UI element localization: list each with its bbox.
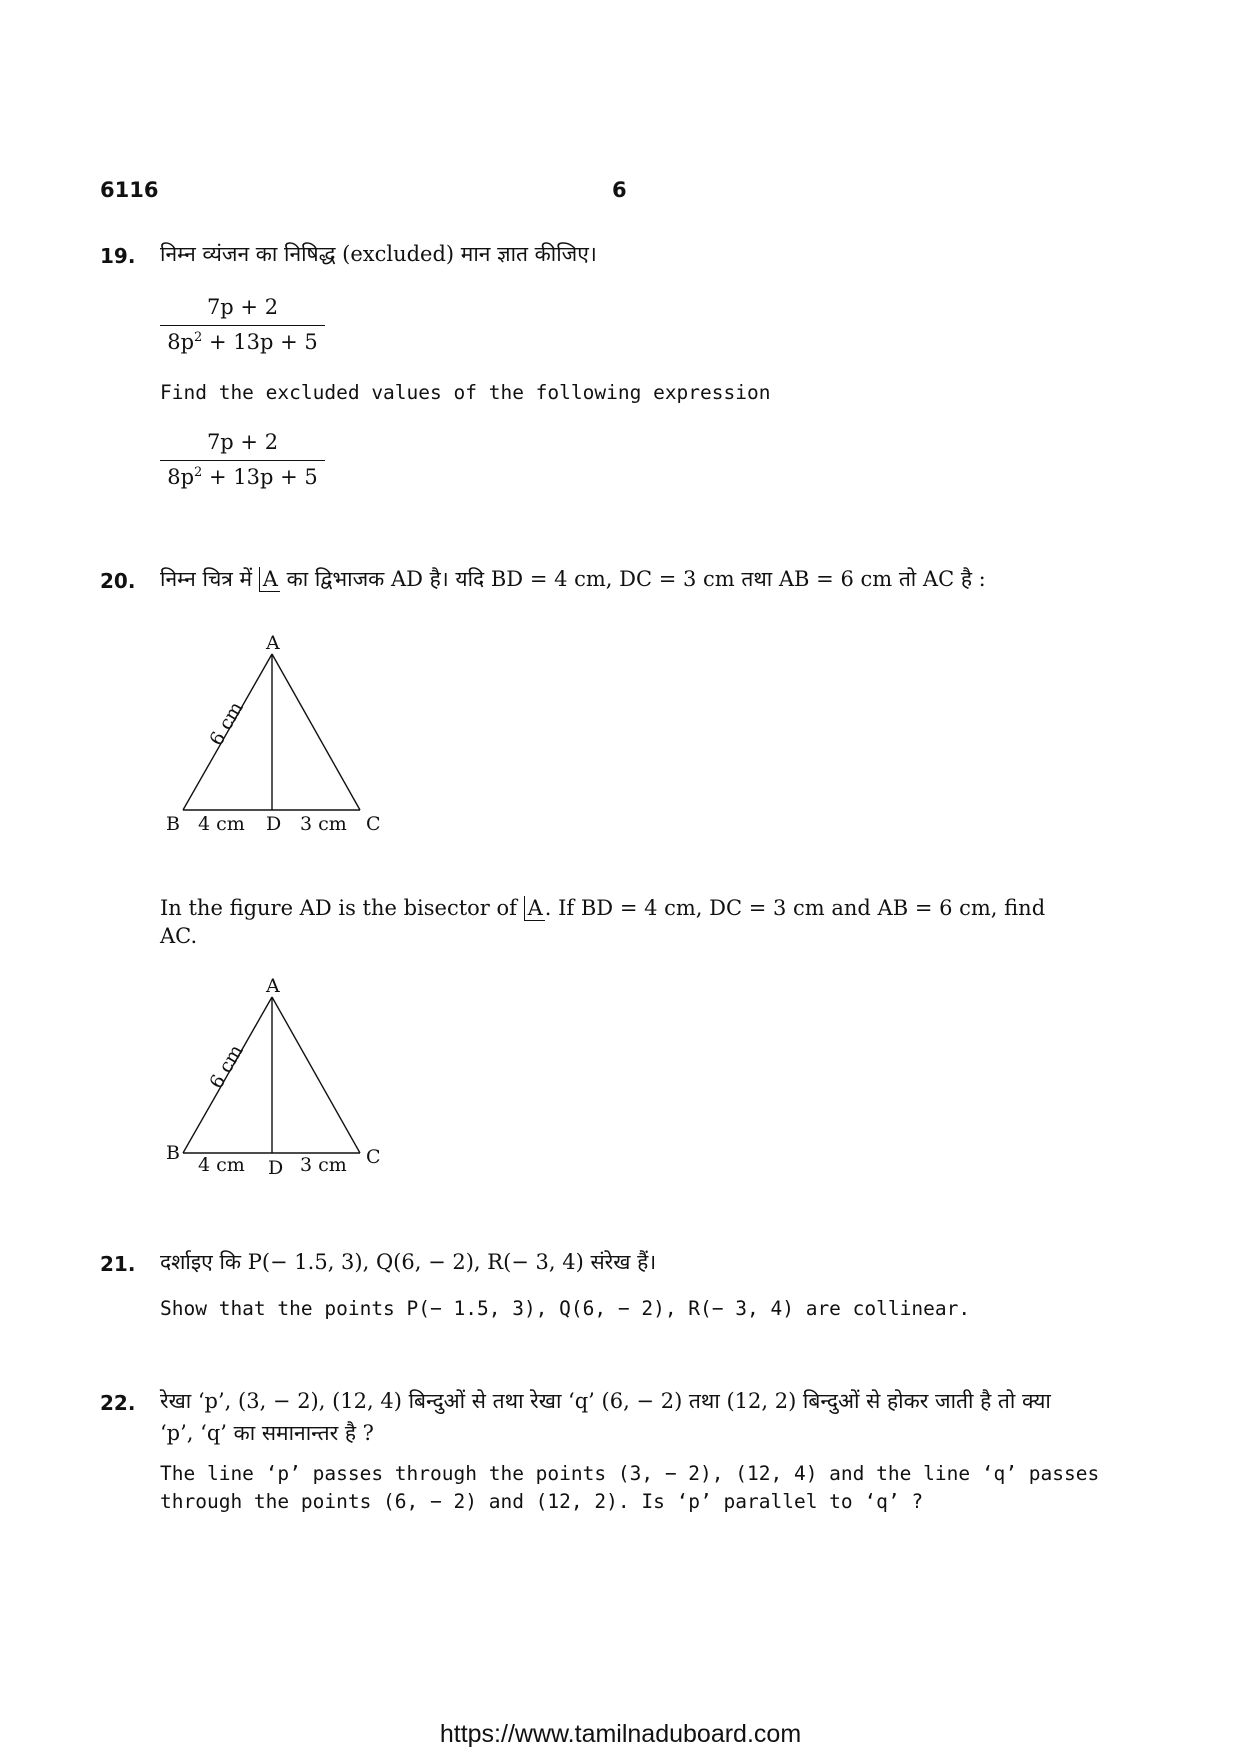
label-dc-length: 3 cm [300,813,347,835]
question-22-english-line2: through the points (6, − 2) and (12, 2). Is ‘p’ parallel to ‘q’ ? [160,1490,924,1513]
angle-symbol: A [524,896,545,921]
question-22-number: 22. [100,1391,136,1415]
fraction-denominator: $8p^2 + 13p + 5$ [167,330,318,354]
label-d: D [266,813,282,835]
question-22-hindi-line2: ‘p’, ‘q’ का समानान्तर है ? [160,1421,374,1445]
paper-code: 6116 [100,178,159,202]
label-dc-length: 3 cm [300,1154,347,1176]
question-20-number: 20. [100,569,136,593]
question-20-english-line2: AC. [160,924,198,948]
question-19-english: Find the excluded values of the following expression [160,381,771,404]
question-22-english-line1: The line ‘p’ passes through the points (3, − 2), (12, 4) and the line ‘q’ passes [160,1462,1100,1485]
fraction-numerator: 7p + 2 [160,430,325,461]
fraction-denominator: $8p^2 + 13p + 5$ [167,465,318,489]
angle-symbol: A [259,567,280,592]
side-ac [272,654,360,810]
question-19-number: 19. [100,244,136,268]
fraction-numerator: 7p + 2 [160,295,325,326]
page-number: 6 [612,178,627,202]
triangle-figure-english [160,973,400,1183]
question-19-hindi: निम्न व्यंजन का निषिद्ध (excluded) मान ज्ञात कीजिए। [160,242,597,266]
label-bd-length: 4 cm [198,813,245,835]
question-21-english: Show that the points P(− 1.5, 3), Q(6, − 2), R(− 3, 4) are collinear. [160,1297,971,1320]
label-b: B [166,1142,180,1164]
side-ac [272,997,360,1153]
question-19-fraction-hindi [160,295,325,354]
label-b: B [166,813,180,835]
label-a: A [266,632,280,654]
label-c: C [366,1146,381,1168]
question-21-hindi: दर्शाइए कि P(− 1.5, 3), Q(6, − 2), R(− 3, 4) संरेख हैं। [160,1250,657,1274]
label-ab-length: 6 cm [205,1040,248,1093]
label-a: A [266,975,280,997]
label-d: D [268,1157,284,1179]
label-c: C [366,813,381,835]
question-19-fraction-english [160,430,325,489]
triangle-figure-hindi [160,630,400,840]
question-22-hindi-line1: रेखा ‘p’, (3, − 2), (12, 4) बिन्दुओं से तथा रेखा ‘q’ (6, − 2) तथा (12, 2) बिन्दुओं से होकर जाती है तो क्या [160,1389,1051,1413]
label-ab-length: 6 cm [205,697,248,750]
question-20-hindi: निम्न चित्र में A का द्विभाजक AD है। यदि BD = 4 cm, DC = 3 cm तथा AB = 6 cm तो AC है : [160,567,986,591]
question-21-number: 21. [100,1252,136,1276]
footer-url[interactable]: https://www.tamilnaduboard.com [439,1720,802,1748]
label-bd-length: 4 cm [198,1154,245,1176]
question-20-english-line1: In the figure AD is the bisector of A. If BD = 4 cm, DC = 3 cm and AB = 6 cm, find [160,896,1046,920]
